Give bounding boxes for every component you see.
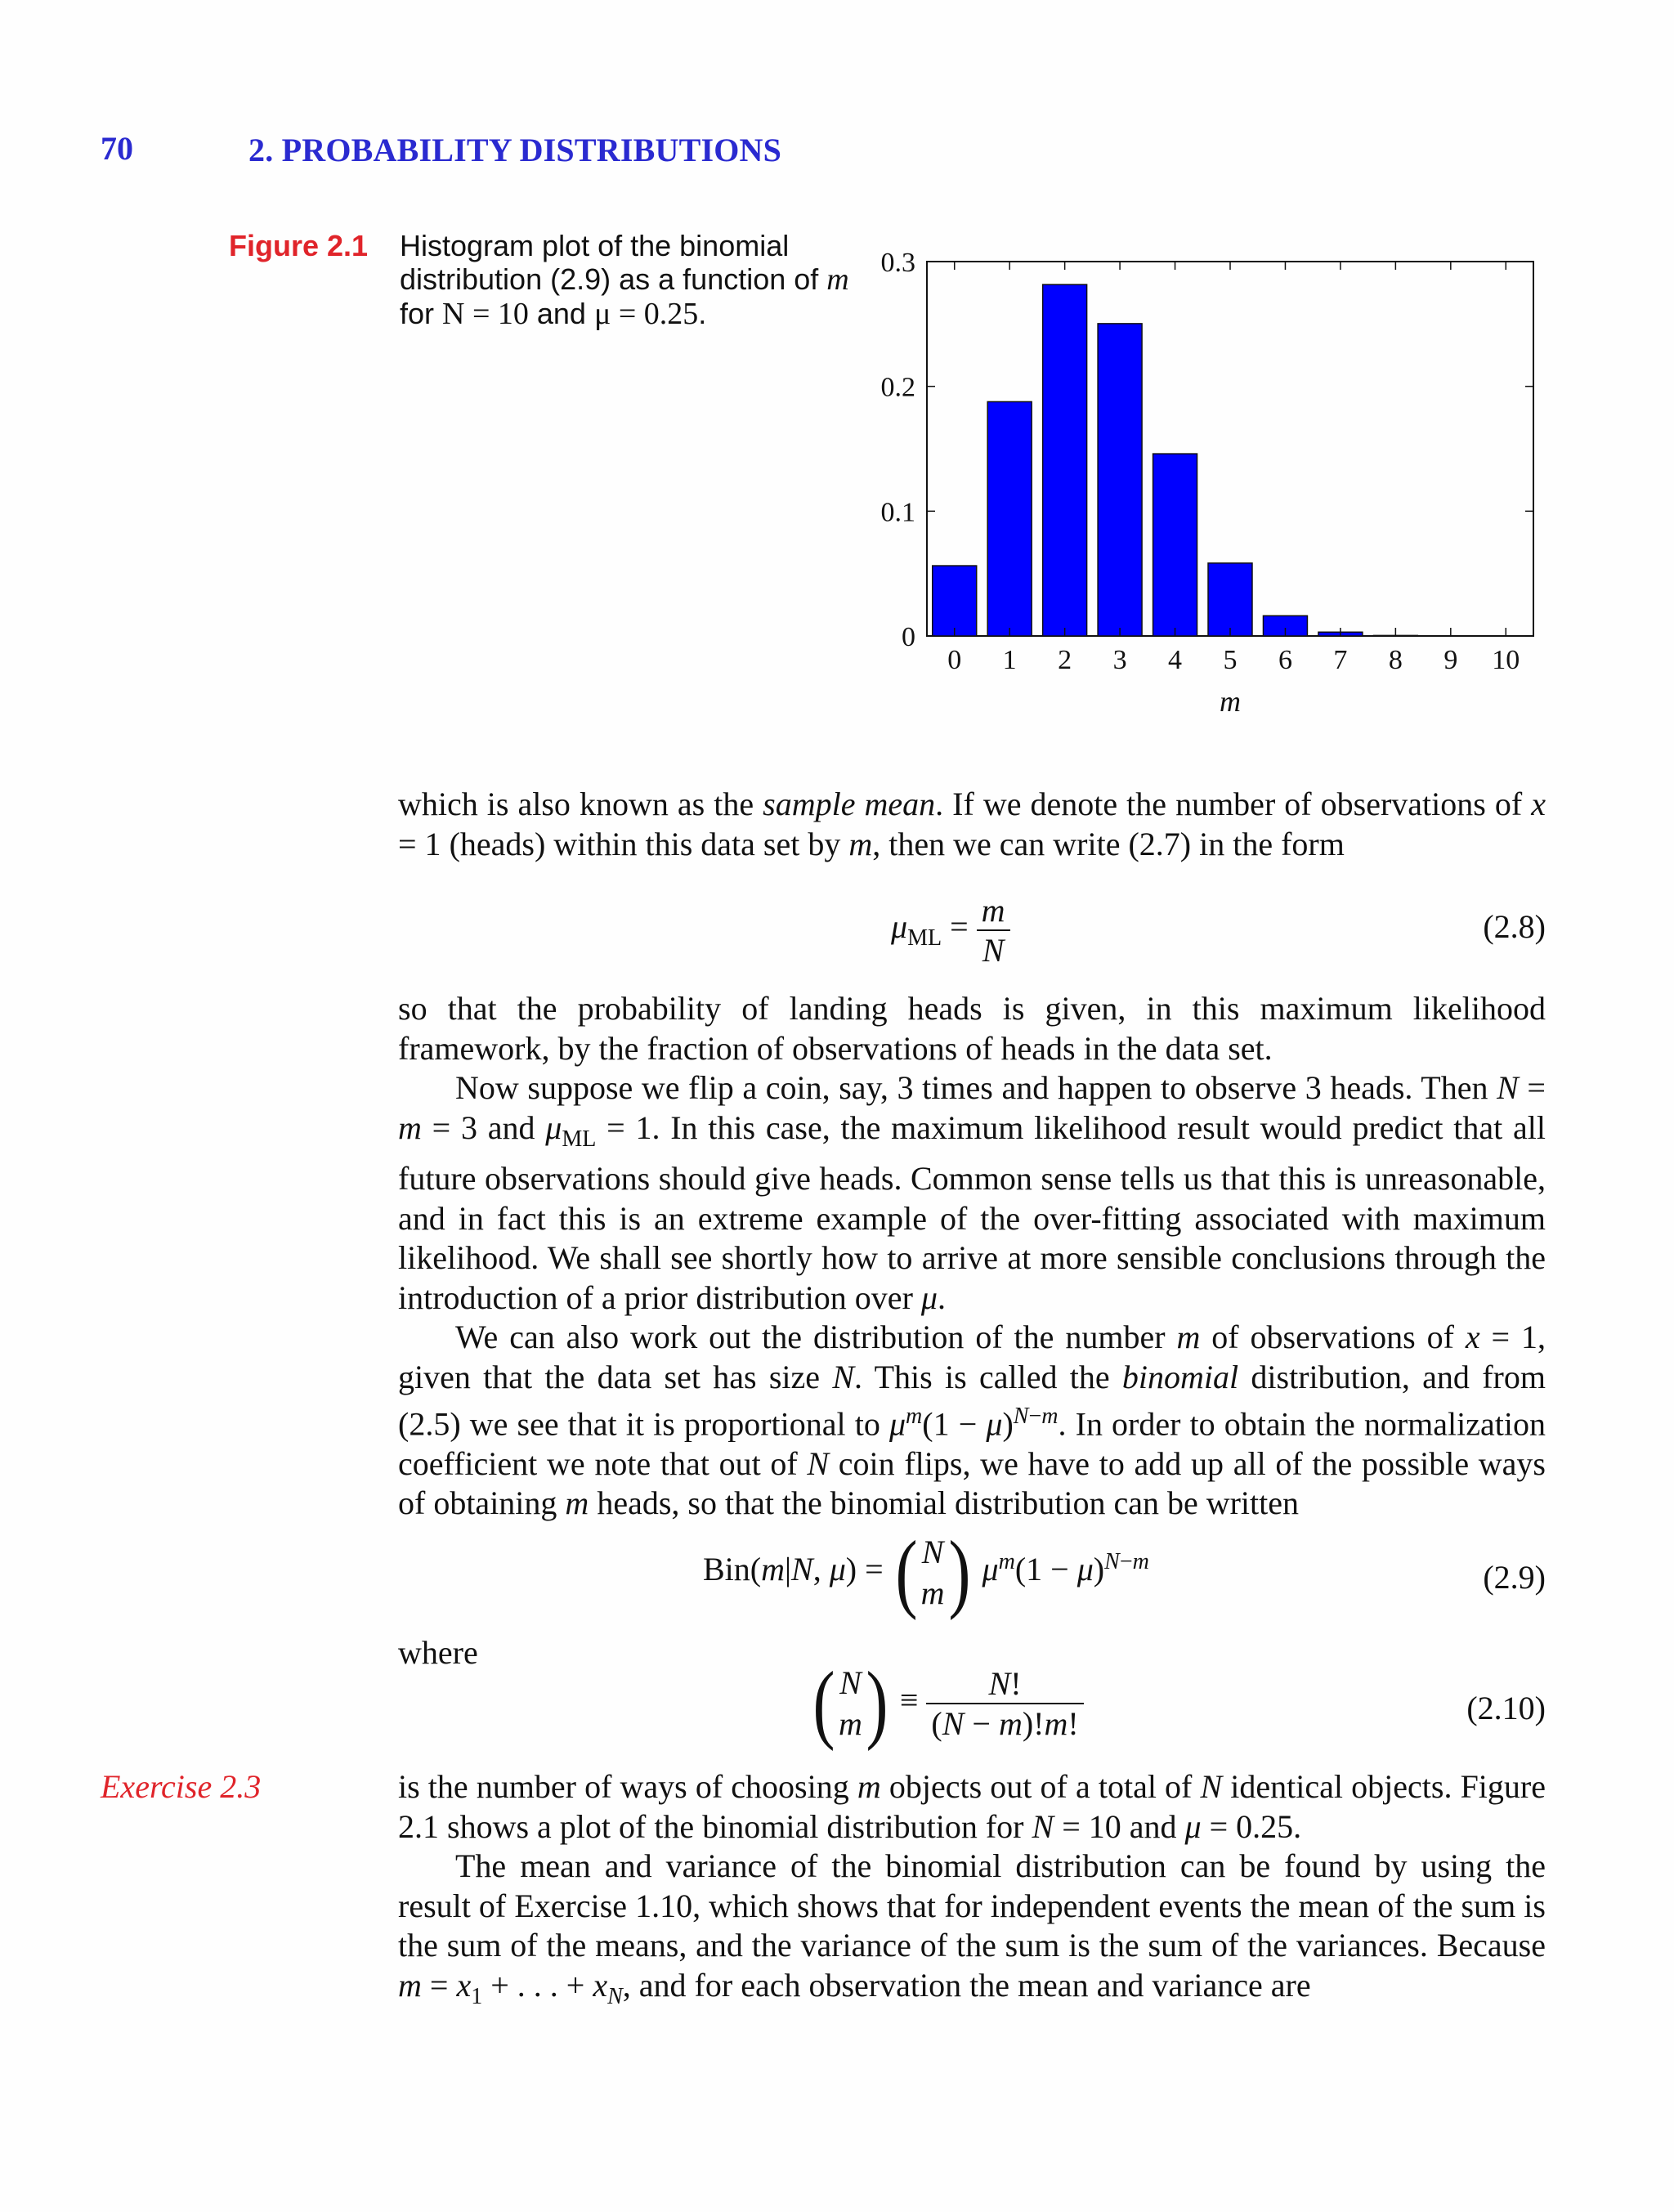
paragraph-choosing: is the number of ways of choosing m objects out of a total of N identical objects. Figure 2.1 shows a plot of the binomial distribution for N = 10 and μ = 0.25. The mean and variance of the binomial distribution can be found by using the result of Exercise 1.10, which shows that for independent events the mean of the sum is the sum of the means, and the variance of the sum is the sum of the variances. Because $m = x_1$ + . . . + $x_N$, and for each observation the mean and variance are — [398, 1768, 1546, 2009]
equation-number-2-9: (2.9) — [1483, 1559, 1546, 1596]
y-tick-label: 0.2 — [880, 372, 915, 403]
y-tick-label: 0.3 — [880, 248, 915, 278]
x-tick-label: 10 — [1492, 645, 1520, 675]
page-number: 70 — [101, 130, 133, 167]
margin-exercise-ref: Exercise 2.3 — [101, 1768, 262, 1805]
x-tick-label: 0 — [947, 645, 962, 675]
equation-number-2-8: (2.8) — [1483, 908, 1546, 945]
x-tick-label: 4 — [1168, 645, 1183, 675]
equation-2-10: ( N m ) ≡ $\frac{N!}{(N - m)!m!}$ — [809, 1659, 1084, 1748]
x-axis-label: m — [1220, 685, 1241, 718]
x-tick-label: 3 — [1112, 645, 1127, 675]
x-tick-label: 7 — [1333, 645, 1348, 675]
x-tick-label: 5 — [1223, 645, 1238, 675]
x-tick-label: 6 — [1278, 645, 1292, 675]
y-tick-label: 0 — [902, 622, 915, 652]
bar-3 — [1098, 324, 1142, 636]
bar-2 — [1043, 284, 1087, 636]
y-tick-label: 0.1 — [880, 497, 915, 528]
figure-caption: Histogram plot of the binomial distribution (2.9) as a function of m for N = 10 and μ = 0.25. — [400, 229, 849, 331]
word-where: where — [398, 1634, 478, 1671]
x-tick-label: 2 — [1058, 645, 1072, 675]
x-tick-label: 8 — [1388, 645, 1403, 675]
bar-0 — [933, 566, 977, 636]
x-tick-label: 1 — [1002, 645, 1017, 675]
bar-5 — [1208, 563, 1252, 636]
equation-2-9: Bin(m|N, μ) = ( N m ) $\mu^m(1 - \mu)^{N-m}$ — [703, 1524, 1149, 1621]
x-tick-label: 9 — [1443, 645, 1458, 675]
paragraph-sample-mean: which is also known as the sample mean. If we denote the number of observations of x = 1 (heads) within this data set by m, then we can write (2.7) in the form — [398, 786, 1546, 862]
chapter-title: 2. PROBABILITY DISTRIBUTIONS — [248, 132, 782, 168]
figure-label: Figure 2.1 — [229, 229, 369, 262]
equation-number-2-10: (2.10) — [1466, 1690, 1546, 1726]
binomial-histogram — [858, 237, 1561, 728]
bar-4 — [1153, 454, 1197, 636]
equation-2-8: $\mu_{ML}$ = $\frac{m}{N}$ — [891, 891, 1010, 969]
bar-1 — [987, 401, 1032, 636]
paragraph-max-likelihood: so that the probability of landing heads is given, in this maximum likelihood framework, by the fraction of observations of heads in the data set. Now suppose we flip a coin, say, 3 times and happen to observe 3 heads. Then N = m = 3 and $\mu_{ML} = 1$. In this case, the maximum likelihood result would predict that all future observations should give heads. Common sense tells us that this is unreasonable, and in fact this is an extreme example of the over-fitting associated with maximum likelihood. We shall see shortly how to arrive at more sensible conclusions through the introduction of a prior distribution over μ. We can also work out the distribution of the number m of observations of x = 1, given that the data set has size N. This is called the binomial distribution, and from (2.5) we see that it is proportional to $\mu^m(1 - \mu)^{N-m}$. In order to obtain the normalization coefficient we note that out of N coin flips, we have to add up all of the possible ways of obtaining m heads, so that the binomial distribution can be written — [398, 990, 1546, 1522]
